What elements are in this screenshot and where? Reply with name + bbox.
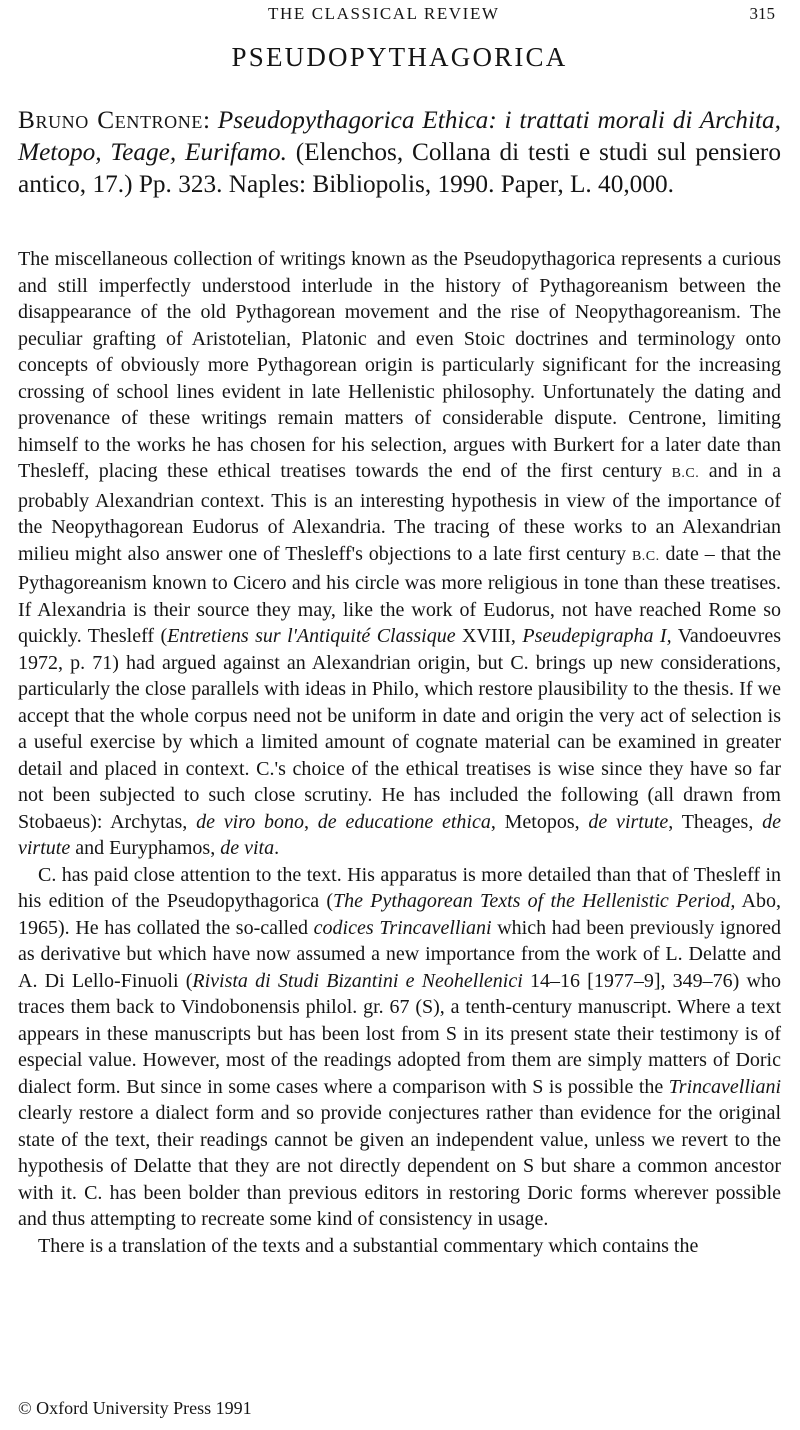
- text-run: clearly restore a dialect form and so provide conjectures rather than evidence for the original state of the text, their readings cannot be given an independent value, unless we revert to the hypothesis of Delatte that they are not directly dependent on S but share a common ancestor with it. C. has been bolder than previous editors in restoring Doric forms wherever possible and thus attempting to recreate some kind of consistency in usage.: [18, 1102, 781, 1230]
- paragraph-3: There is a translation of the texts and a substantial commentary which contains the: [38, 1234, 699, 1257]
- text-run: Vandoeuvres 1972, p. 71) had argued against an Alexandrian origin, but C. brings up new considerations, particularly the close parallels with ideas in Philo, which restore plausibility to the thesis. If we accept that the whole corpus need not be uniform in date and origin the very act of selection is a useful exercise by which a limited amount of cognate material can be examined in greater detail and placed in context. C.'s choice of the ethical treatises is wise since they have so far not been subjected to such close scrutiny. He has included the following (all drawn from Stobaeus): Archytas,: [18, 625, 781, 833]
- review-body: [18, 246, 781, 1259]
- italic-title: The Pythagorean Texts of the Hellenistic Period,: [333, 890, 736, 912]
- text-run: Abo, 1965). He has collated the so-called: [18, 890, 781, 939]
- text-run: which had been previously ignored as derivative but which have now assumed a new importance from the work of L. Delatte and A. Di Lello-Finuoli (: [18, 916, 781, 992]
- journal-page: [18, 0, 781, 1430]
- paragraph-2: [18, 862, 781, 1233]
- italic-title: Trincavelliani: [668, 1075, 781, 1098]
- italic-title: Rivista di Studi Bizantini e Neohellenici: [192, 969, 523, 992]
- book-citation: [18, 104, 781, 200]
- era-abbreviation: B.C.: [671, 466, 700, 481]
- italic-title: de virtute: [588, 810, 669, 833]
- running-header: [18, 4, 781, 28]
- citation-details: (Elenchos, Collana di testi e studi sul pensiero antico, 17.) Pp. 323. Naples: Bibliopolis, 1990. Paper, L. 40,000.: [18, 138, 781, 198]
- italic-title: de virtute: [18, 810, 781, 859]
- text-run: .: [274, 837, 280, 859]
- paragraph-1: [18, 246, 781, 862]
- italic-title: codices Trincavelliani: [313, 916, 492, 939]
- text-run: ,: [304, 810, 318, 833]
- text-run: The miscellaneous collection of writings known as the Pseudopythagorica represents a curious and still imperfectly understood interlude in the history of Pythagoreanism between the disappearance of the old Pythagorean movement and the rise of Neopythagoreanism. The peculiar grafting of Aristotelian, Platonic and even Stoic doctrines and terminology onto concepts of obviously more Pythagorean origin is particularly significant for the increasing crossing of school lines evident in late Hellenistic philosophy. Unfortunately the dating and provenance of these writings remain matters of considerable dispute. Centrone, limiting himself to the works he has chosen for his selection, argues with Burkert for a later date than Thesleff, placing these ethical treatises towards the end of the first century: [18, 248, 781, 482]
- italic-title: de educatione ethica: [317, 810, 491, 833]
- copyright-footer: © Oxford University Press 1991: [18, 1398, 252, 1418]
- text-run: date – that the Pythagoreanism known to Cicero and his circle was more religious in tone than these treatises. If Alexandria is their source they may, like the work of Eudorus, not have reached Rome so quickly. Thesleff (: [18, 542, 781, 647]
- page-number: 315: [749, 4, 775, 23]
- article-title: PSEUDOPYTHAGORICA: [231, 42, 568, 72]
- italic-title: Pseudepigrapha I,: [522, 625, 672, 647]
- text-run: C. has paid close attention to the text. His apparatus is more detailed than that of Thesleff in his edition of the Pseudopythagorica (: [18, 863, 781, 912]
- text-run: and in a probably Alexandrian context. This is an interesting hypothesis in view of the importance of the Neopythagorean Eudorus of Alexandria. The tracing of these works to an Alexandrian milieu might also answer one of Thesleff's objections to a late first century: [18, 460, 781, 565]
- text-run: 14–16 [1977–9], 349–76) who traces them back to Vindobonensis philol. gr. 67 (S), a tenth-century manuscript. Where a text appears in these manuscripts but has been lost from S in its present state their testimony is of especial value. However, most of the readings adopted from them are simply matters of Doric dialect form. But since in some cases where a comparison with S is possible the: [18, 969, 781, 1098]
- italic-title: de vita: [220, 837, 275, 859]
- italic-title: de viro bono: [196, 810, 305, 833]
- citation-author-separator: :: [202, 106, 210, 134]
- text-run: XVIII,: [455, 625, 523, 647]
- era-abbreviation: B.C.: [631, 548, 660, 564]
- citation-author: Bruno Centrone: [18, 106, 203, 134]
- text-run: and Euryphamos,: [70, 837, 221, 859]
- italic-title: Entretiens sur l'Antiquité Classique: [167, 625, 456, 647]
- citation-book-title: Pseudopythagorica Ethica: i trattati morali di Archita, Metopo, Teage, Eurifamo.: [18, 106, 781, 166]
- text-run: , Theages,: [668, 810, 763, 833]
- running-title: THE CLASSICAL REVIEW: [268, 4, 500, 23]
- text-run: , Metopos,: [490, 810, 589, 833]
